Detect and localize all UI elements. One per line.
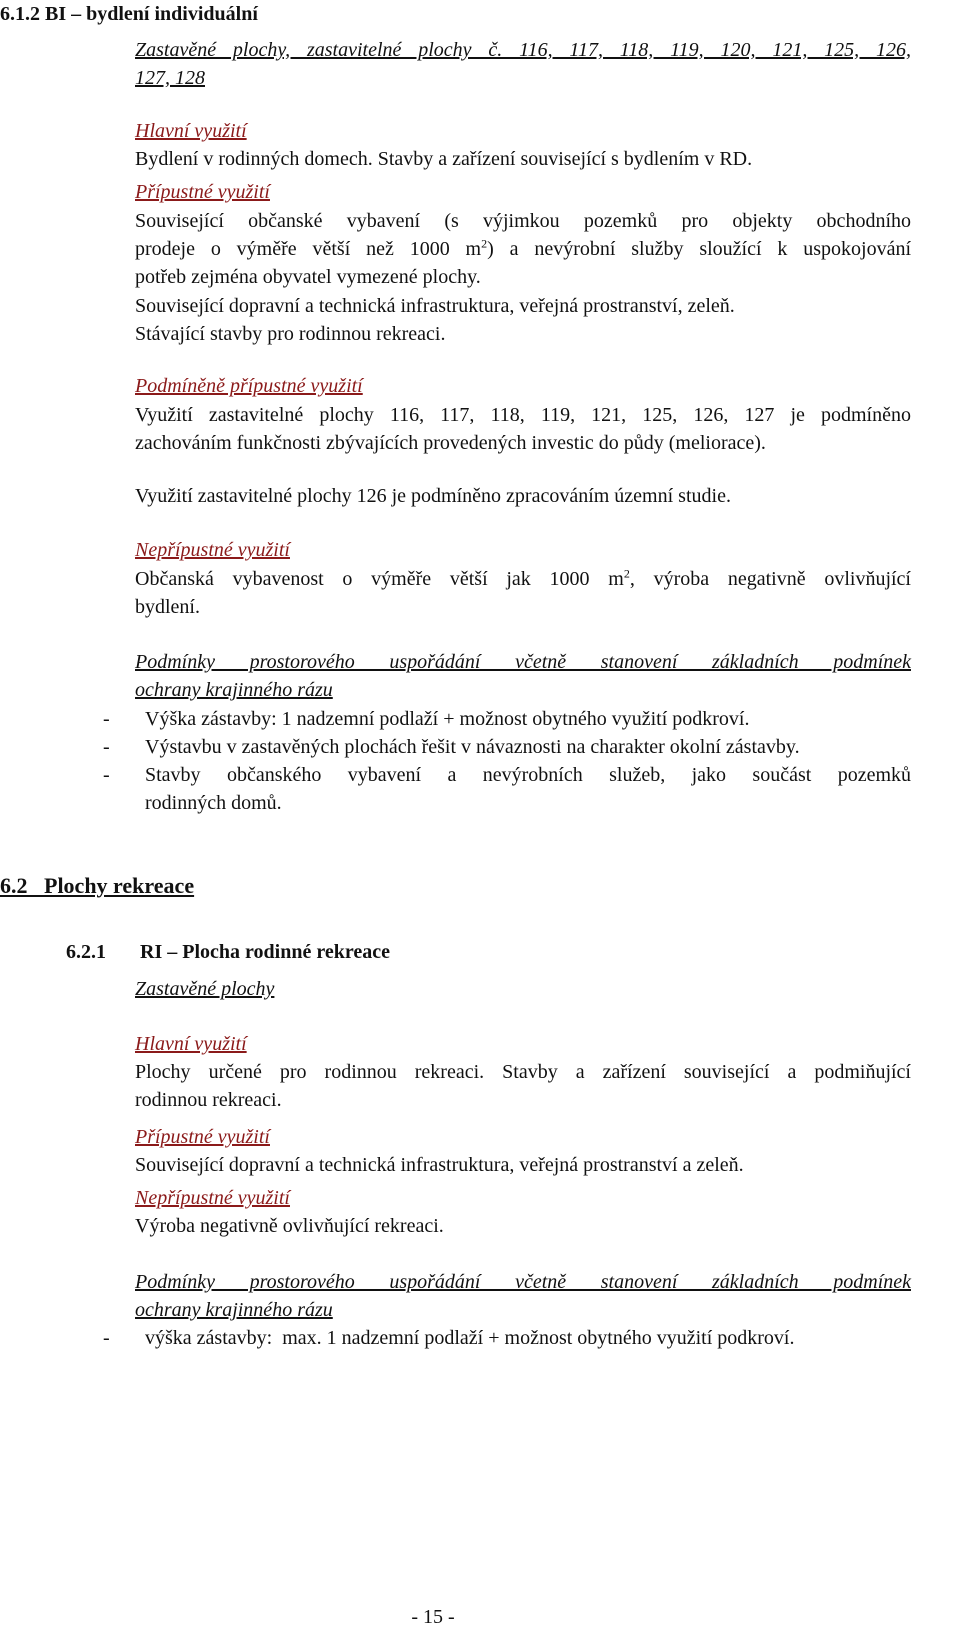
hlavni-vyuziti-label: Hlavní využití [135, 120, 247, 142]
bullet-dash: - [103, 764, 110, 786]
hlavni-vyuziti-text-ri-line1: Plochy určené pro rodinnou rekreaci. Stavby a zařízení související a podmiňující [135, 1061, 911, 1083]
nepripustne-text-line1 [135, 565, 911, 593]
superscript-2: 2 [481, 236, 488, 251]
pripustne-text-line1: Související občanské vybavení (s výjimkou pozemků pro objekty obchodního [135, 210, 911, 232]
bullet-dash: - [103, 708, 110, 730]
podminene-text-line2: zachováním funkčnosti zbývajících provedených investic do půdy (meliorace). [135, 432, 766, 454]
pripustne-vyuziti-label: Přípustné využití [135, 181, 270, 203]
nepripustne-text-line2: bydlení. [135, 596, 200, 618]
pripustne-text-ri: Související dopravní a technická infrastruktura, veřejná prostranství a zeleň. [135, 1154, 744, 1176]
section-number-6-2-1: 6.2.1 [66, 941, 106, 963]
pripustne-text-line5: Stávající stavby pro rodinnou rekreaci. [135, 323, 446, 345]
pripustne-text-line3: potřeb zejména obyvatel vymezené plochy. [135, 266, 481, 288]
pripustne-text-line2 [135, 235, 911, 263]
bullet-item-3: Stavby občanského vybavení a nevýrobních služeb, jako součást pozemků [145, 764, 911, 786]
bullet-item-ri-1: výška zástavby: max. 1 nadzemní podlaží + možnost obytného využití podkroví. [145, 1327, 795, 1349]
nepripustne-text-line1b: , výroba negativně ovlivňující [629, 568, 911, 590]
nepripustne-vyuziti-label-ri: Nepřípustné využití [135, 1187, 290, 1209]
bullet-item-2: Výstavbu v zastavěných plochách řešit v návaznosti na charakter okolní zástavby. [145, 736, 800, 758]
section-heading-6-2-1: RI – Plocha rodinné rekreace [140, 941, 390, 963]
podminky-prostoroveho-heading-ri: Podmínky prostorového uspořádání včetně stanovení základních podmínek [135, 1271, 911, 1293]
superscript-2: 2 [623, 566, 630, 581]
section-heading-6-1-2: 6.1.2 BI – bydlení individuální [0, 3, 258, 25]
hlavni-vyuziti-label-ri: Hlavní využití [135, 1033, 247, 1055]
hlavni-vyuziti-text-ri-line2: rodinnou rekreaci. [135, 1089, 282, 1111]
podminene-pripustne-label: Podmíněně přípustné využití [135, 375, 363, 397]
pripustne-text-line4: Související dopravní a technická infrastruktura, veřejná prostranství, zeleň. [135, 295, 735, 317]
podminene-text-line1: Využití zastavitelné plochy 116, 117, 118, 119, 121, 125, 126, 127 je podmíněno [135, 404, 911, 426]
pripustne-text-line2a: prodeje o výměře větší než 1000 m [135, 238, 482, 260]
nepripustne-text-ri: Výroba negativně ovlivňující rekreaci. [135, 1215, 444, 1237]
pripustne-vyuziti-label-ri: Přípustné využití [135, 1126, 270, 1148]
nepripustne-text-line1a: Občanská vybavenost o výměře větší jak 1000 m [135, 568, 624, 590]
bullet-item-3-cont: rodinných domů. [145, 792, 282, 814]
podminky-prostoroveho-heading-ri-cont: ochrany krajinného rázu [135, 1299, 333, 1321]
podminene-text-line3: Využití zastavitelné plochy 126 je podmíněno zpracováním územní studie. [135, 485, 731, 507]
podminky-prostoroveho-heading: Podmínky prostorového uspořádání včetně stanovení základních podmínek [135, 651, 911, 673]
bullet-dash: - [103, 736, 110, 758]
hlavni-vyuziti-text: Bydlení v rodinných domech. Stavby a zařízení související s bydlením v RD. [135, 148, 753, 170]
page-number: - 15 - [411, 1606, 455, 1628]
bullet-item-1: Výška zástavby: 1 nadzemní podlaží + možnost obytného využití podkroví. [145, 708, 750, 730]
section-heading-6-2: 6.2 Plochy rekreace [0, 873, 195, 898]
subhead-zastavene-plochy-cont: 127, 128 [135, 67, 205, 89]
pripustne-text-line2b: ) a nevýrobní služby sloužící k uspokojování [487, 238, 912, 260]
bullet-dash: - [103, 1327, 110, 1349]
podminky-prostoroveho-heading-cont: ochrany krajinného rázu [135, 679, 333, 701]
nepripustne-vyuziti-label: Nepřípustné využití [135, 539, 290, 561]
subhead-zastavene-plochy: Zastavěné plochy, zastavitelné plochy č. 116, 117, 118, 119, 120, 121, 125, 126, [135, 39, 911, 61]
subhead-zastavene-plochy-ri: Zastavěné plochy [135, 978, 275, 1000]
